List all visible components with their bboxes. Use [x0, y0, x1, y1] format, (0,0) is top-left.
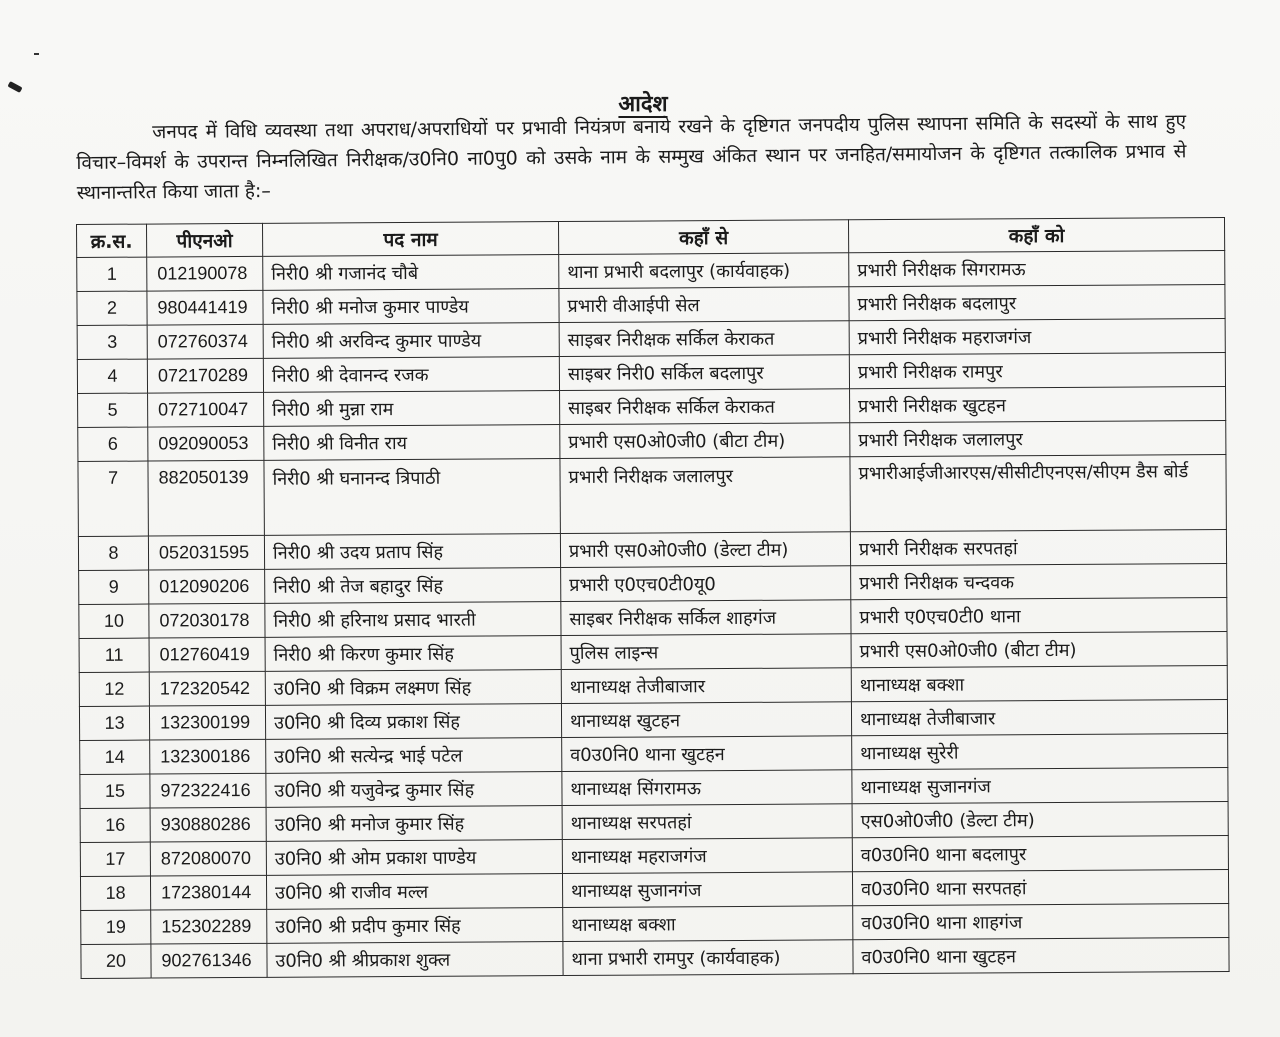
cell-from: साइबर निरीक्षक सर्किल केराकत [559, 321, 849, 357]
cell-pno: 072760374 [147, 324, 263, 359]
cell-pno: 882050139 [148, 460, 264, 536]
cell-sn: 4 [77, 359, 147, 393]
cell-to: प्रभारीआईजीआरएस/सीसीटीएनएस/सीएम डैस बोर्ड [850, 454, 1226, 531]
cell-pno: 052031595 [148, 535, 264, 570]
cell-pno: 980441419 [147, 290, 263, 325]
cell-sn: 16 [80, 808, 150, 842]
cell-pno: 092090053 [148, 426, 264, 461]
cell-sn: 7 [78, 461, 148, 536]
cell-sn: 18 [80, 876, 150, 910]
cell-from: थाना प्रभारी रामपुर (कार्यवाहक) [563, 940, 853, 976]
cell-to: प्रभारी निरीक्षक खुटहन [850, 386, 1226, 422]
header-pno: पीएनओ [147, 223, 263, 257]
cell-from: साइबर निरीक्षक सर्किल केराकत [560, 389, 850, 425]
cell-to: प्रभारी एस0ओ0जी0 (बीटा टीम) [851, 631, 1227, 667]
cell-from: साइबर निरीक्षक सर्किल शाहगंज [561, 600, 851, 636]
cell-sn: 19 [81, 910, 151, 944]
cell-pno: 072710047 [148, 392, 264, 427]
cell-name: निरी0 श्री देवानन्द रजक [263, 357, 559, 393]
cell-name: निरी0 श्री गजानंद चौबे [263, 255, 559, 291]
transfer-table [76, 217, 1230, 979]
cell-pno: 072030178 [149, 603, 265, 638]
header-from: कहाँ से [558, 220, 848, 255]
cell-name: निरी0 श्री मनोज कुमार पाण्डेय [263, 289, 559, 325]
cell-pno: 172380144 [150, 875, 266, 910]
cell-from: थानाध्यक्ष खुटहन [561, 702, 851, 738]
cell-from: प्रभारी एस0ओ0जी0 (डेल्टा टीम) [560, 532, 850, 568]
cell-from: व0उ0नि0 थाना खुटहन [562, 736, 852, 772]
cell-pno: 152302289 [151, 909, 267, 944]
cell-pno: 902761346 [151, 943, 267, 978]
cell-sn: 20 [81, 944, 151, 978]
cell-to: व0उ0नि0 थाना सरपतहां [852, 869, 1228, 905]
cell-from: प्रभारी ए0एच0टी0यू0 [561, 566, 851, 602]
cell-pno: 012090206 [149, 569, 265, 604]
cell-name: निरी0 श्री तेज बहादुर सिंह [265, 568, 561, 604]
cell-from: थानाध्यक्ष महराजगंज [562, 838, 852, 874]
cell-to: थानाध्यक्ष बक्शा [851, 665, 1227, 701]
cell-to: प्रभारी निरीक्षक जलालपुर [850, 420, 1226, 456]
cell-name: निरी0 श्री घनानन्द त्रिपाठी [264, 459, 560, 536]
cell-from: थानाध्यक्ष बक्शा [563, 906, 853, 942]
cell-to: व0उ0नि0 थाना खुटहन [853, 937, 1229, 973]
cell-to: प्रभारी निरीक्षक सरपतहां [850, 529, 1226, 565]
cell-sn: 14 [80, 740, 150, 774]
table-row [81, 937, 1229, 978]
cell-from: थाना प्रभारी बदलापुर (कार्यवाहक) [559, 253, 849, 289]
scan-mark [34, 53, 39, 55]
cell-from: प्रभारी एस0ओ0जी0 (बीटा टीम) [560, 423, 850, 459]
cell-name: निरी0 श्री विनीत राय [264, 425, 560, 461]
cell-from: प्रभारी वीआईपी सेल [559, 287, 849, 323]
cell-to: प्रभारी निरीक्षक चन्दवक [851, 563, 1227, 599]
cell-to: प्रभारी निरीक्षक महराजगंज [849, 318, 1225, 354]
order-paragraph: जनपद में विधि व्यवस्था तथा अपराध/अपराधियों पर प्रभावी नियंत्रण बनाये रखने के दृष्टिगत जनपदीय पुलिस स्थापना समिति के सदस्यों के साथ हुए विचार–विमर्श के उपरान्त निम्नलिखित निरीक्षक/उ0नि0 ना0पु0 को उसके नाम के सम्मुख अंकित स्थान पर जनहित/समायोजन के दृष्टिगत तत्कालिक प्रभाव से स्थानान्तरित किया जाता है:– [76, 110, 1187, 204]
cell-to: प्रभारी निरीक्षक बदलापुर [849, 284, 1225, 320]
cell-pno: 012190078 [147, 256, 263, 291]
cell-from: साइबर निरी0 सर्किल बदलापुर [559, 355, 849, 391]
cell-from: थानाध्यक्ष सरपतहां [562, 804, 852, 840]
cell-name: निरी0 श्री हरिनाथ प्रसाद भारती [265, 602, 561, 638]
cell-pno: 872080070 [150, 841, 266, 876]
cell-pno: 172320542 [149, 671, 265, 706]
cell-pno: 012760419 [149, 637, 265, 672]
cell-sn: 1 [77, 257, 147, 291]
cell-from: थानाध्यक्ष सिंगरामऊ [562, 770, 852, 806]
cell-to: थानाध्यक्ष सुजानगंज [852, 767, 1228, 803]
cell-name: निरी0 श्री उदय प्रताप सिंह [264, 534, 560, 570]
cell-name: निरी0 श्री मुन्ना राम [264, 391, 560, 427]
header-sn: क्र.स. [77, 224, 147, 257]
cell-name: उ0नि0 श्री दिव्य प्रकाश सिंह [265, 704, 561, 740]
cell-sn: 6 [78, 427, 148, 461]
cell-sn: 12 [79, 672, 149, 706]
cell-pno: 132300186 [150, 739, 266, 774]
cell-to: प्रभारी ए0एच0टी0 थाना [851, 597, 1227, 633]
cell-to: व0उ0नि0 थाना शाहगंज [853, 903, 1229, 939]
cell-name: उ0नि0 श्री श्रीप्रकाश शुक्ल [267, 942, 563, 978]
cell-sn: 17 [80, 842, 150, 876]
cell-name: उ0नि0 श्री प्रदीप कुमार सिंह [267, 908, 563, 944]
header-name: पद नाम [262, 222, 558, 257]
cell-sn: 10 [79, 604, 149, 638]
cell-sn: 15 [80, 774, 150, 808]
cell-pno: 930880286 [150, 807, 266, 842]
cell-from: थानाध्यक्ष सुजानगंज [562, 872, 852, 908]
cell-to: थानाध्यक्ष तेजीबाजार [851, 699, 1227, 735]
cell-sn: 5 [78, 393, 148, 427]
cell-name: उ0नि0 श्री ओम प्रकाश पाण्डेय [266, 840, 562, 876]
cell-name: निरी0 श्री अरविन्द कुमार पाण्डेय [263, 323, 559, 359]
cell-to: थानाध्यक्ष सुरेरी [852, 733, 1228, 769]
header-to: कहाँ को [848, 217, 1224, 252]
cell-name: उ0नि0 श्री विक्रम लक्ष्मण सिंह [265, 670, 561, 706]
cell-sn: 9 [79, 570, 149, 604]
document-title: आदेश [618, 92, 668, 117]
cell-sn: 8 [78, 536, 148, 570]
cell-sn: 11 [79, 638, 149, 672]
table-row [78, 454, 1226, 536]
cell-to: प्रभारी निरीक्षक सिगरामऊ [849, 250, 1225, 286]
cell-name: निरी0 श्री किरण कुमार सिंह [265, 636, 561, 672]
cell-from: पुलिस लाइन्स [561, 634, 851, 670]
cell-pno: 072170289 [147, 358, 263, 393]
cell-name: उ0नि0 श्री यजुवेन्द्र कुमार सिंह [266, 772, 562, 808]
cell-to: प्रभारी निरीक्षक रामपुर [849, 352, 1225, 388]
cell-name: उ0नि0 श्री मनोज कुमार सिंह [266, 806, 562, 842]
cell-to: व0उ0नि0 थाना बदलापुर [852, 835, 1228, 871]
cell-pno: 972322416 [150, 773, 266, 808]
cell-name: उ0नि0 श्री राजीव मल्ल [266, 874, 562, 910]
cell-pno: 132300199 [149, 705, 265, 740]
cell-sn: 2 [77, 291, 147, 325]
cell-sn: 13 [79, 706, 149, 740]
cell-to: एस0ओ0जी0 (डेल्टा टीम) [852, 801, 1228, 837]
cell-name: उ0नि0 श्री सत्येन्द्र भाई पटेल [266, 738, 562, 774]
cell-from: प्रभारी निरीक्षक जलालपुर [560, 457, 850, 534]
cell-from: थानाध्यक्ष तेजीबाजार [561, 668, 851, 704]
cell-sn: 3 [77, 325, 147, 359]
